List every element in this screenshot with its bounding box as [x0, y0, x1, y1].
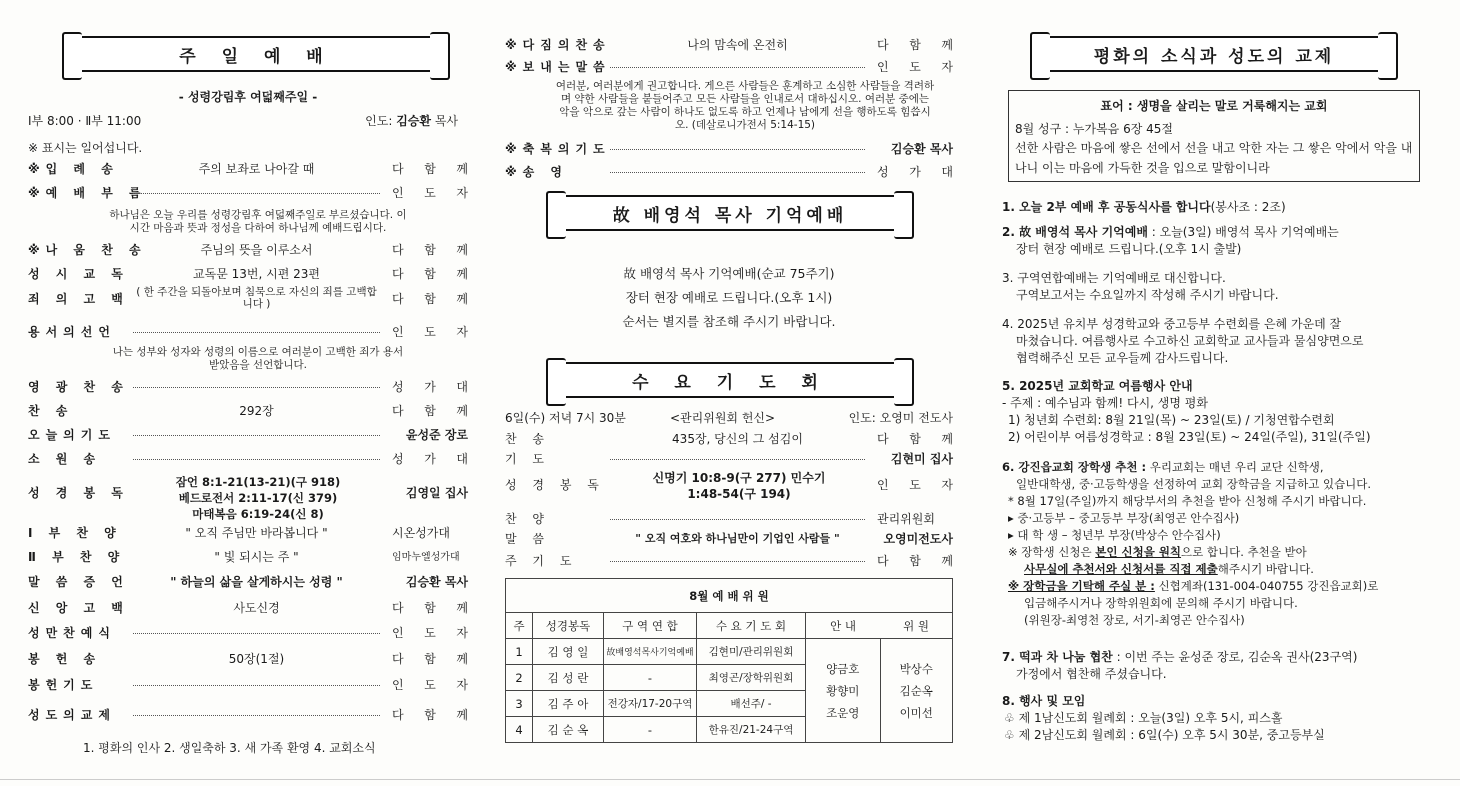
row-label: 말 씀 증 언	[28, 575, 129, 589]
row-performer: 김현미 집사	[890, 452, 953, 466]
row-label: 죄 의 고 백	[28, 292, 129, 306]
order-row	[28, 378, 468, 396]
table-row: 1 김 영 일 故배영석목사기억예배 김현미/관리위원회 양금호 황향미 조운영 박상수 김순옥 이미선	[506, 639, 953, 665]
banner-title: 평화의 소식과 성도의 교제	[1093, 46, 1335, 67]
row-label: 오늘의기도	[28, 428, 116, 442]
memorial-text	[505, 262, 953, 334]
order-row	[28, 548, 468, 566]
order-row	[28, 650, 468, 668]
row-content: 435장, 당신의 그 섬김이	[672, 432, 803, 446]
notice-1: 1. 오늘 2부 예배 후 공동식사를 합니다(봉사조 : 2조)	[1002, 200, 1286, 214]
row-performer: 다 함 께	[877, 554, 953, 568]
row-label: 기 도	[505, 452, 550, 466]
order-row	[28, 241, 468, 259]
wednesday-time: 6일(수) 저녁 7시 30분	[505, 411, 626, 425]
dot-leader	[133, 193, 380, 194]
dot-leader	[610, 519, 865, 520]
order-row	[28, 450, 468, 468]
row-label: ※축복의기도	[505, 142, 611, 156]
order-row	[28, 624, 468, 642]
verse-reference: 8월 성구 : 누가복음 6장 45절	[1015, 122, 1173, 136]
row-label: 영 광 찬 송	[28, 380, 129, 394]
row-performer: 인 도 자	[392, 325, 468, 339]
notice-4: 4. 2025년 유치부 성경학교와 중고등부 수련회를 은혜 가운데 잘 마쳤습니다. 여름행사로 수고하신 교회학교 교사들과 물심양면으로 협력해주신 모든 교우들께 감사드립니다.	[1002, 317, 1364, 365]
standing-note: ※ 표시는 일어섭니다.	[28, 141, 143, 155]
row-performer: 김승환 목사	[405, 575, 468, 589]
row-label: 봉 헌 송	[28, 652, 102, 666]
leader-title: 목사	[434, 114, 458, 128]
row-performer: 다 함 께	[392, 292, 468, 306]
row-performer: 다 함 께	[392, 601, 468, 615]
dot-leader	[133, 715, 380, 716]
row-label: 찬 양	[505, 512, 550, 526]
memorial-line: 장터 현장 예배로 드립니다.(오후 1시)	[625, 290, 833, 305]
order-row	[28, 160, 468, 178]
row-performer: 성 가 대	[877, 165, 953, 179]
memorial-line: 故 배영석 목사 기억예배(순교 75주기)	[623, 266, 835, 281]
dedication-hymn-row	[505, 36, 953, 54]
table-row: 4 김 순 옥 - 한유진/21-24구역	[506, 717, 953, 743]
row-content: 50장(1절)	[228, 652, 285, 666]
wednesday-row	[505, 552, 953, 570]
table-row: 3 김 주 아 전강자/17-20구역 배선주/ -	[506, 691, 953, 717]
order-row	[28, 676, 468, 694]
row-performer: 인 도 자	[392, 626, 468, 640]
row-label: ※나 움 찬 송	[28, 243, 147, 257]
order-row	[28, 706, 468, 724]
row-performer: 다 함 께	[392, 162, 468, 176]
table-title: 8월 예 배 위 원	[506, 579, 953, 613]
blessing-row	[505, 140, 953, 158]
wednesday-row	[505, 430, 953, 448]
row-label: ※송 영	[505, 165, 569, 179]
wednesday-leader: 인도: 오영미 전도사	[848, 411, 953, 425]
news-banner	[1044, 36, 1384, 72]
middle-column	[505, 0, 953, 786]
notice-2: 2. 故 배영석 목사 기억예배 : 오늘(3일) 배영석 목사 기억예배는 장터 현장 예배로 드립니다.(오후 1시 출발)	[1002, 225, 1339, 256]
row-performer: 시온성가대	[392, 526, 450, 540]
wednesday-prayer-banner	[560, 362, 900, 398]
notice-8: 8. 행사 및 모임 ♧ 제 1남신도회 월례회 : 오늘(3일) 오후 5시, 피스홀 ♧ 제 2남신도회 월례회 : 6일(수) 오후 5시 30분, 중고등부실	[1002, 694, 1325, 742]
row-performer: 김승환 목사	[890, 142, 953, 156]
dot-leader	[610, 67, 865, 68]
service-times: Ⅰ부 8:00 · Ⅱ부 11:00	[28, 114, 142, 128]
row-label: ※입 례 송	[28, 162, 119, 176]
row-performer: 김영일 집사	[405, 486, 468, 500]
notice-5: 5. 2025년 교회학교 여름행사 안내 - 주제 : 예수님과 함께! 다시, 생명 평화 1) 청년회 수련회: 8월 21일(목) ~ 23일(토) / 기청연합수련회 2) 어린이부 여름성경학교 : 8월 23일(토) ~ 24일(주일), 31일(주일)	[1002, 379, 1371, 444]
row-label: ※보내는말씀	[505, 60, 611, 74]
memorial-line: 순서는 별지를 참조해 주시기 바랍니다.	[622, 314, 836, 329]
scripture-1: 잠언 8:1-21(13-21)(구 918)	[175, 475, 341, 489]
row-performer: 성 가 대	[392, 380, 468, 394]
row-content: " 하늘의 삶을 살게하시는 성령 "	[170, 575, 343, 589]
row-content: 292장	[239, 404, 274, 418]
dot-leader	[610, 561, 865, 562]
sending-word-text: 여러분, 여러분에게 권고합니다. 게으른 사람들은 훈계하고 소심한 사람들을 격려하며 약한 사람들을 붙들어주고 모든 사람들을 인내로서 대하십시오. 여러분 중에는 악을 악으로 갚는 사람이 하나도 없도록 하고 언제나 남에게 선을 행하도록 힘씁시오. (데살로니가전서 5:14-15)	[555, 80, 935, 131]
notice-6: 6. 강진읍교회 장학생 추천 : 우리교회는 매년 우리 교단 신학생, 일반대학생, 중·고등학생을 선정하여 교회 장학금을 지급하고 있습니다. * 8월 17일(주일)까지 해당부서의 추천을 받아 신청해 주시기 바랍니다. ▸ 중·고등부 – 중고등부 부장(최영곤 안수집사) ▸ 대 학 생 – 청년부 부장(박상수 안수집사) ※ 장학생 신청은 본인 신청을 원칙으로 합니다. 추천을 받아 사무실에 추천서와 신청서를 직접 제출해주시기 바랍니다. ※ 장학금을 기탁해 주실 분 : 신협계좌(131-004-040755 강진읍교회)로 입금해주시거나 장학위원회에 문의해 주시기 바랍니다. (위원장-최영천 장로, 서기-최영곤 안수집사)	[1002, 460, 1379, 627]
row-content: ( 한 주간을 되돌아보며 침묵으로 자신의 죄를 고백합니다 )	[136, 286, 377, 310]
verse-text: 선한 사람은 마음에 쌓은 선에서 선을 내고 악한 자는 그 쌓은 악에서 악을 내나니 이는 마음에 가득한 것을 입으로 말함이니라	[1015, 141, 1413, 175]
scripture-2: 베드로전서 2:11-17(신 379)	[178, 491, 338, 505]
row-label: 성 경 봉 독	[505, 478, 605, 492]
row-label: 봉헌기도	[28, 678, 99, 692]
page-bottom-rule	[0, 779, 1460, 780]
motto-box	[1008, 90, 1420, 182]
dot-leader	[133, 387, 380, 388]
row-label: 신 앙 고 백	[28, 601, 129, 615]
dot-leader	[610, 459, 865, 460]
memorial-banner	[560, 195, 900, 231]
row-label: ※예 배 부 름	[28, 186, 147, 200]
table-row: 2 김 성 란 - 최영곤/장학위원회	[506, 665, 953, 691]
leader-label: 인도:	[365, 114, 393, 128]
row-label: 성 시 교 독	[28, 267, 129, 281]
row-performer: 윤성준 장로	[405, 428, 468, 442]
sunday-worship-banner	[76, 36, 436, 72]
news-column	[1002, 0, 1427, 786]
row-label: 성 경 봉 독	[28, 486, 129, 500]
order-row	[28, 599, 468, 617]
row-performer: 인 도 자	[877, 478, 953, 492]
wednesday-row	[505, 450, 953, 468]
notice-3: 3. 구역연합예배는 기억예배로 대신합니다. 구역보고서는 수요일까지 작성해 주시기 바랍니다.	[1002, 271, 1279, 302]
dot-leader	[610, 172, 865, 173]
row-performer: 인 도 자	[877, 60, 953, 74]
notice-7: 7. 떡과 차 나눔 협찬 : 이번 주는 윤성준 장로, 김순옥 권사(23구역) 가정에서 협찬해 주셨습니다.	[1002, 650, 1358, 681]
row-performer: 관리위원회	[877, 512, 935, 526]
header-week: 주	[506, 613, 533, 639]
header-usher: 안 내	[806, 613, 881, 639]
row-performer: 다 함 께	[877, 38, 953, 52]
row-performer: 다 함 께	[392, 243, 468, 257]
row-label: Ⅰ 부 찬 양	[28, 526, 122, 540]
postlude-row	[505, 163, 953, 181]
header-committee: 위 원	[880, 613, 953, 639]
row-performer: 다 함 께	[392, 652, 468, 666]
order-row	[28, 426, 468, 444]
row-label: 소 원 송	[28, 452, 102, 466]
row-label: 찬 송	[28, 404, 74, 418]
leader	[365, 112, 458, 129]
order-row	[28, 184, 468, 202]
row-content: 사도신경	[233, 601, 280, 615]
wednesday-row	[505, 530, 953, 548]
row-label: 성도의교제	[28, 708, 116, 722]
row-content: 나의 맘속에 온전히	[687, 38, 788, 52]
row-performer: 다 함 께	[392, 404, 468, 418]
row-label: ※다짐의찬송	[505, 38, 611, 52]
fellowship-items: 1. 평화의 인사 2. 생일축하 3. 새 가족 환영 4. 교회소식	[83, 741, 376, 755]
row-performer: 성 가 대	[392, 452, 468, 466]
row-content: 교독문 13번, 시편 23편	[193, 267, 320, 281]
order-row	[28, 265, 468, 283]
dot-leader	[133, 633, 380, 634]
subtitle: - 성령강림후 여덟째주일 -	[178, 90, 318, 104]
dot-leader	[133, 685, 380, 686]
wednesday-row	[505, 510, 953, 528]
order-row	[28, 573, 468, 591]
row-content: " 오직 주님만 바라봅니다 "	[185, 526, 328, 540]
row-content: " 빛 되시는 주 "	[214, 550, 299, 564]
banner-title: 주 일 예 배	[179, 46, 333, 67]
row-label: 주 기 도	[505, 554, 578, 568]
dot-leader	[133, 332, 380, 333]
worship-order-column	[28, 0, 468, 786]
row-label: 말 씀	[505, 532, 550, 546]
order-row	[28, 323, 468, 341]
header-reader: 성경봉독	[533, 613, 604, 639]
motto: 표어 : 생명을 살리는 말로 거룩해지는 교회	[1100, 99, 1328, 113]
row-performer: 다 함 께	[877, 432, 953, 446]
sending-word-row	[505, 58, 953, 76]
row-label: 용서의선언	[28, 325, 116, 339]
dot-leader	[133, 459, 380, 460]
row-content: 주의 보좌로 나아갈 때	[198, 162, 315, 176]
row-label: 찬 송	[505, 432, 550, 446]
row-performer: 다 함 께	[392, 267, 468, 281]
pardon-text: 나는 성부와 성자와 성령의 이름으로 여러분이 고백한 죄가 용서 받았음을 선언합니다.	[112, 346, 404, 371]
order-row	[28, 402, 468, 420]
august-worship-committee-table	[505, 578, 953, 743]
order-row	[28, 286, 468, 310]
dot-leader	[610, 149, 865, 150]
row-content: 신명기 10:8-9(구 277) 민수기 1:48-54(구 194)	[652, 471, 826, 501]
row-performer: 인 도 자	[392, 186, 468, 200]
header-wednesday: 수 요 기 도 회	[697, 613, 806, 639]
banner-title: 수 요 기 도 회	[632, 372, 828, 393]
ushers-col-a: 양금호 황향미 조운영	[806, 639, 881, 743]
order-row	[28, 524, 468, 542]
leader-name: 김승환	[396, 114, 431, 128]
wednesday-note: <관리위원회 헌신>	[670, 411, 776, 425]
row-content: " 오직 여호와 하나님만이 기업인 사람들 "	[635, 532, 840, 545]
row-label: Ⅱ 부 찬 양	[28, 550, 126, 564]
scripture-3: 마태복음 6:19-24(신 8)	[192, 507, 324, 521]
header-district: 구 역 연 합	[604, 613, 697, 639]
row-performer: 오영미전도사	[883, 532, 953, 546]
row-content: 주님의 뜻을 이루소서	[200, 243, 313, 257]
banner-title: 故 배영석 목사 기억예배	[612, 205, 848, 226]
row-performer: 다 함 께	[392, 708, 468, 722]
row-performer: 임마누엘성가대	[392, 552, 460, 563]
row-label: 성만찬예식	[28, 626, 116, 640]
wednesday-row	[505, 471, 953, 501]
ushers-col-b: 박상수 김순옥 이미선	[880, 639, 953, 743]
call-to-worship-text: 하나님은 오늘 우리를 성령강림후 여덟째주일로 부르셨습니다. 이시간 마음과 뜻과 정성을 다하여 하나님께 예배드립시다.	[109, 209, 407, 234]
row-performer: 인 도 자	[392, 678, 468, 692]
dot-leader	[133, 435, 380, 436]
scripture-readings	[158, 474, 358, 522]
